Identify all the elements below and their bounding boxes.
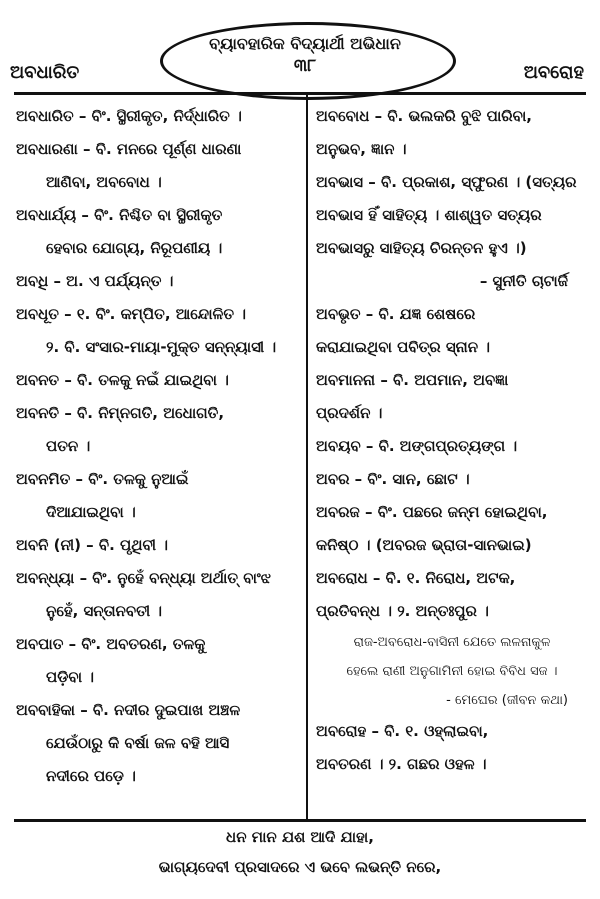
entry-line: କରାଯାଇଥିବା ପବିତ୍ର ସ୍ନାନ । bbox=[316, 338, 491, 356]
entry-line: ପତନ । bbox=[46, 437, 91, 455]
entry-line: ଅବରଜ – ବିଂ. ପଛରେ ଜନ୍ମ ହୋଇଥିବା, bbox=[316, 503, 548, 521]
entry-line: ଅନୁଭବ, ଜ୍ଞାନ । bbox=[316, 140, 407, 158]
entry-line: ଅବବାହିକା – ବି. ନଦୀର ଦୁଇପାଖ ଅଞ୍ଚଳ bbox=[16, 701, 241, 719]
header-rule bbox=[14, 92, 586, 95]
entry-line: ଅବତରଣ । ୨. ଗଛର ଓହଳ । bbox=[316, 755, 487, 773]
entry-line: ଅବଧାରିତ – ବିଂ. ସ୍ଥିରୀକୃତ, ନିର୍ଦ୍ଧାରିତ । bbox=[16, 107, 242, 125]
entry-line: ଅବନତି – ବି. ନିମ୍ନଗତି, ଅଧୋଗତି, bbox=[16, 404, 225, 422]
entry-line: ଅବରୋହ – ବି. ୧. ଓହ୍ଲାଇବା, bbox=[316, 722, 489, 740]
entry-line: ଅବଭାସ – ବି. ପ୍ରକାଶ, ସ୍ଫୁରଣ । (ସତ୍ୟର bbox=[316, 173, 577, 191]
quote-attribution: - ମେଘେର (ଜୀବନ କଥା) bbox=[446, 693, 568, 708]
column-divider bbox=[306, 94, 308, 820]
quote-attribution: – ସୁନୀତି ଚାଟାର୍ଜି bbox=[479, 272, 568, 290]
entry-line: ଅବଧି – ଅ. ଏ ପର୍ଯ୍ୟନ୍ତ । bbox=[16, 272, 174, 290]
entry-line: ଅବଭାସରୁ ସାହିତ୍ୟ ଚିରନ୍ତନ ହୁଏ ।) bbox=[316, 239, 527, 257]
entry-line: ଅବର – ବିଂ. ସାନ, ଛୋଟ । bbox=[316, 470, 470, 488]
entry-line: ଅବବୋଧ – ବି. ଭଲକରି ବୁଝି ପାରିବା, bbox=[316, 107, 533, 125]
book-title: ବ୍ୟାବହାରିକ ବିଦ୍ୟାର୍ଥୀ ଅଭିଧାନ bbox=[209, 34, 401, 53]
entry-line: ଦିଆଯାଇଥିବା । bbox=[46, 503, 136, 521]
entry-line: ଅବୟବ – ବି. ଅଙ୍ଗପ୍ରତ୍ୟଙ୍ଗ । bbox=[316, 437, 518, 455]
left-column bbox=[16, 100, 300, 793]
right-column bbox=[316, 100, 588, 781]
footer-verse-line-2: ଭାଗ୍ୟଦେବୀ ପ୍ରସାଦରେ ଏ ଭବେ ଲଭନ୍ତି ନରେ, bbox=[158, 858, 442, 876]
guide-word-right: ଅବରୋହ bbox=[523, 62, 584, 83]
entry-line: ଅବଧାରଣା – ବି. ମନରେ ପୂର୍ଣ୍ଣ ଧାରଣା bbox=[16, 140, 242, 158]
entry-line: ଅବଧୂତ – ୧. ବିଂ. କମ୍ପିତ, ଆନ୍ଦୋଳିତ । bbox=[16, 305, 247, 323]
footer-verse-line-1: ଧନ ମାନ ଯଶ ଆଦି ଯାହା, bbox=[226, 828, 374, 846]
quote-line: ହେଲେ ରାଣୀ ଅନୁଗାମିନୀ ହୋଇ ବିବିଧ ସଜ । bbox=[346, 664, 558, 679]
entry-line: ଅବଭୃତ – ବି. ଯଜ୍ଞ ଶେଷରେ bbox=[316, 305, 476, 323]
entry-line: ନଦୀରେ ପଡ଼େ । bbox=[46, 767, 136, 785]
entry-line: ପ୍ରଦର୍ଶନ । bbox=[316, 404, 383, 422]
entry-line: ଅବନମିତ – ବିଂ. ତଳକୁ ନୁଆଇଁ bbox=[16, 470, 189, 488]
page-number: ୩୮ bbox=[293, 56, 317, 76]
entry-line: ଆଣିବା, ଅବବୋଧ । bbox=[46, 173, 162, 191]
entry-line: ଅବନ୍ଧ୍ୟା – ବିଂ. ନୁହେଁ ବନ୍ଧ୍ୟା ଅର୍ଥାତ୍ ବାଂଝ bbox=[16, 569, 271, 587]
entry-line: ଅବପାତ – ବିଂ. ଅବତରଣ, ତଳକୁ bbox=[16, 635, 206, 653]
entry-line: ୨. ବି. ସଂସାର-ମାୟା-ମୁକ୍ତ ସନ୍ନ୍ୟାସୀ । bbox=[46, 338, 277, 356]
entry-line: ପ୍ରତିବନ୍ଧ । ୨. ଅନ୍ତଃପୁର । bbox=[316, 602, 489, 620]
entry-line: ଯେଉଁଠାରୁ କି ବର୍ଷା ଜଳ ବହି ଆସି bbox=[46, 734, 230, 752]
entry-line: ଅବଭାସ ହିଁ ସାହିତ୍ୟ । ଶାଶ୍ୱତ ସତ୍ୟର bbox=[316, 206, 542, 224]
entry-line: ହେବାର ଯୋଗ୍ୟ, ନିରୂପଣୀୟ । bbox=[46, 239, 223, 257]
entry-line: ଅବମାନନା – ବି. ଅପମାନ, ଅବଜ୍ଞା bbox=[316, 371, 509, 389]
guide-word-left: ଅବଧାରିତ bbox=[10, 62, 80, 83]
entry-line: ପଡ଼ିବା । bbox=[46, 668, 94, 686]
footer-rule bbox=[14, 819, 586, 822]
entry-line: କନିଷ୍ଠ । (ଅବରଜ ଭ୍ରାତା-ସାନଭାଇ) bbox=[316, 536, 532, 554]
entry-line: ଅବରୋଧ – ବି. ୧. ନିରୋଧ, ଅଟକ, bbox=[316, 569, 516, 587]
entry-line: ଅବଧାର୍ଯ୍ୟ – ବିଂ. ନିଶ୍ଚିତ ବା ସ୍ଥିରୀକୃତ bbox=[16, 206, 223, 224]
entry-line: ଅବନି (ନୀ) – ବି. ପୃଥିବୀ । bbox=[16, 536, 168, 554]
entry-line: ନୁହେଁ, ସନ୍ତାନବତୀ । bbox=[46, 602, 163, 620]
quote-line: ରାଜ-ଅବରୋଧ-ବାସିନୀ ଯେତେ ଲଳନାକୁଳ bbox=[353, 635, 551, 650]
entry-line: ଅବନତ – ବି. ତଳକୁ ନଇଁ ଯାଇଥିବା । bbox=[16, 371, 229, 389]
